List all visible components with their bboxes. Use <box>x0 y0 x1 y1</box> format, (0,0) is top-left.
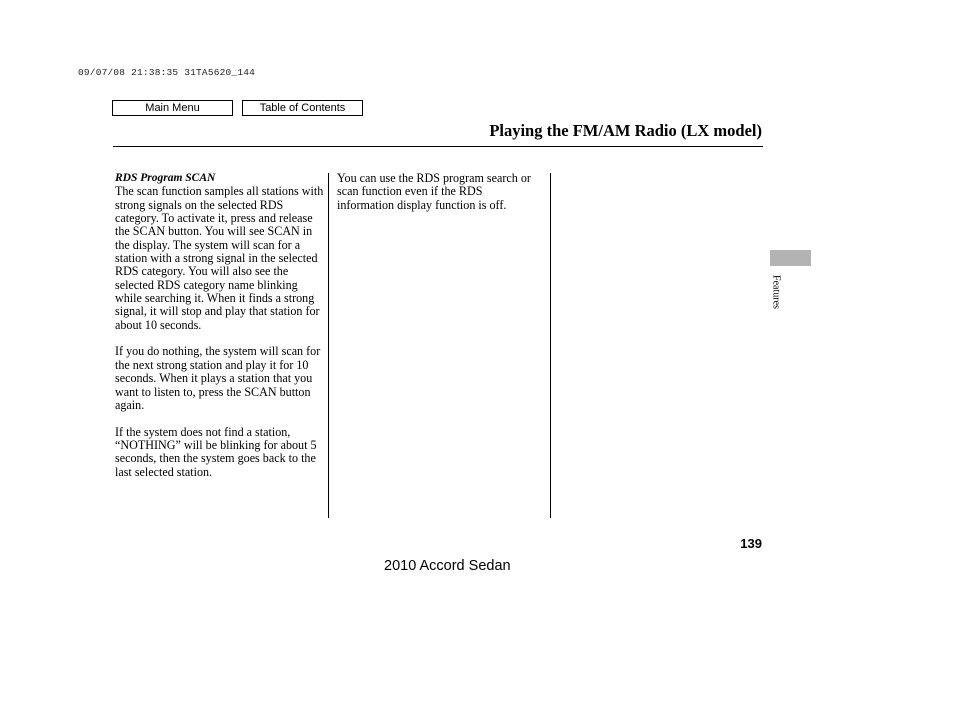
body-paragraph: The scan function samples all stations with strong signals on the selected RDS category. To activate it, press and release the SCAN button. You will see SCAN in the display. The system will scan for a station with a strong signal in the selected RDS category. You will also see the selected RDS category name blinking while searching it. When it finds a strong signal, it will stop and play that station for about 10 seconds. <box>115 184 324 332</box>
main-menu-button[interactable]: Main Menu <box>112 100 233 116</box>
section-tab-marker <box>770 250 811 266</box>
middle-column <box>337 172 542 225</box>
footer-model-name: 2010 Accord Sedan <box>384 558 511 574</box>
column-divider <box>550 173 551 518</box>
title-rule <box>113 146 763 147</box>
section-side-label: Features <box>770 275 782 309</box>
section-heading: RDS Program SCAN <box>115 172 216 184</box>
left-column <box>115 172 325 492</box>
body-paragraph: If you do nothing, the system will scan for the next strong station and play it for 10 seconds. When it plays a station that you want to listen to, press the SCAN button again. <box>115 344 321 412</box>
page-number: 139 <box>740 536 762 551</box>
body-paragraph: You can use the RDS program search or scan function even if the RDS information display function is off. <box>337 171 531 212</box>
print-stamp: 09/07/08 21:38:35 31TA5620_144 <box>78 67 256 78</box>
table-of-contents-button[interactable]: Table of Contents <box>242 100 363 116</box>
body-paragraph: If the system does not find a station, “NOTHING” will be blinking for about 5 seconds, then the system goes back to the last selected station. <box>115 424 317 479</box>
column-divider <box>328 173 329 518</box>
page-title: Playing the FM/AM Radio (LX model) <box>489 121 762 140</box>
